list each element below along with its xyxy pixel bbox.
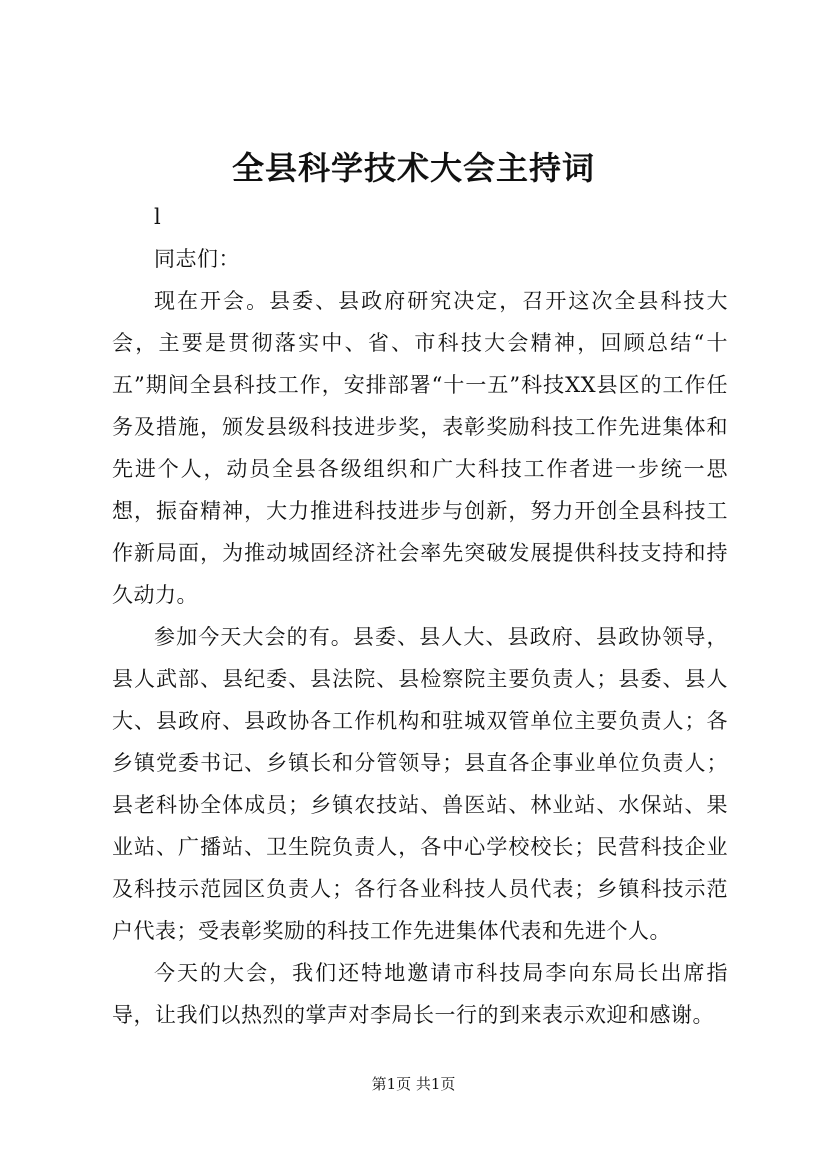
- salutation: 同志们：: [154, 247, 240, 271]
- page-footer: 第1页 共1页: [371, 1075, 456, 1093]
- section-marker: l: [154, 205, 162, 229]
- paragraph-opening: 现在开会。县委、县政府研究决定，召开这次全县科技大会，主要是贯彻落实中、省、市科技大会精神，回顾总结“十五”期间全县科技工作，安排部署“十一五”科技XX县区的工作任务及措施，颁发县级科技进步奖，表彰奖励科技工作先进集体和先进个人，动员全县各级组织和广大科技工作者进一步统一思想，振奋精神，大力推进科技进步与创新，努力开创全县科技工作新局面，为推动城固经济社会率先突破发展提供科技支持和持久动力。: [112, 289, 728, 607]
- document-title: 全县科学技术大会主持词: [231, 149, 595, 187]
- paragraph-welcome: 今天的大会，我们还特地邀请市科技局李向东局长出席指导，让我们以热烈的掌声对李局长一行的到来表示欢迎和感谢。: [112, 961, 728, 1027]
- paragraph-attendees: 参加今天大会的有。县委、县人大、县政府、县政协领导，县人武部、县纪委、县法院、县检察院主要负责人；县委、县人大、县政府、县政协各工作机构和驻城双管单位主要负责人；各乡镇党委书记、乡镇长和分管领导；县直各企事业单位负责人；县老科协全体成员；乡镇农技站、兽医站、林业站、水保站、果业站、广播站、卫生院负责人，各中心学校校长；民营科技企业及科技示范园区负责人；各行各业科技人员代表；乡镇科技示范户代表；受表彰奖励的科技工作先进集体代表和先进个人。: [112, 625, 728, 943]
- document-body: [112, 196, 728, 1036]
